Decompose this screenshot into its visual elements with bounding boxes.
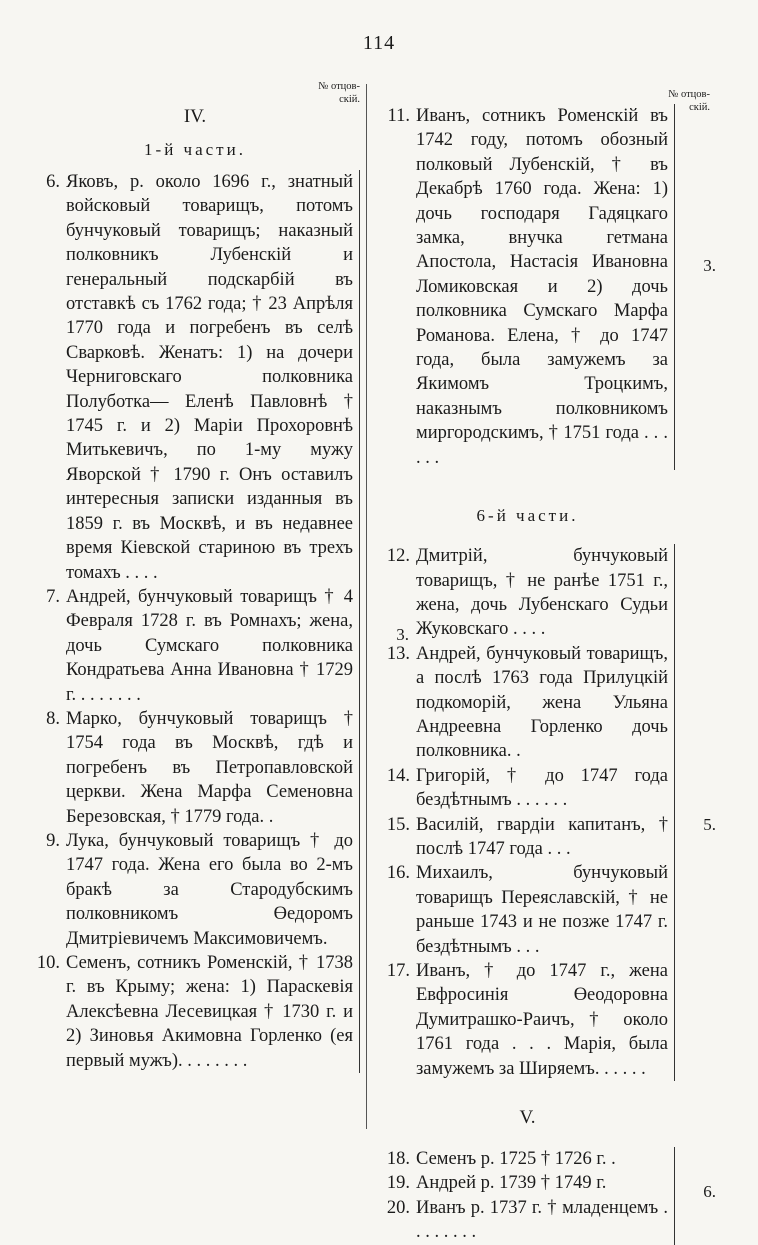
otc-header-text: № отцов- скій. <box>318 81 360 105</box>
entry-number: 17. <box>386 961 410 981</box>
entry <box>380 642 675 764</box>
entry-text: Яковъ, р. около 1696 г., знатный войсковый товарищъ, потомъ бунчуковый товарищъ; наказный полковникъ Лубенскій и генеральный подскарбій въ отставкѣ съ 1762 года; † 23 Апрѣля 1770 года и погребенъ въ селѣ Сварковѣ. Женатъ: 1) на дочери Черниговскаго полковника Полуботка— Еленѣ Павловнѣ † 1745 г. и 2) Маріи Прохоровнѣ Митькевичъ, по 1-му мужу Яворской † 1790 г. Онъ оставилъ интересныя записки изданныя въ 1859 г. въ Москвѣ, и въ недавнее время Кіевской стариною въ трехъ томахъ . . . . <box>66 172 353 583</box>
entry-text: Андрей, бунчуковый товарищъ, а послѣ 1763 года Прилуцкій подкоморій, жена Ульяна Андреевна Горленко дочь полковника. . <box>416 643 668 762</box>
entry-text: Лука, бунчуковый товарищъ † до 1747 года. Жена его была во 2-мъ бракѣ за Стародубскимъ полковникомъ Өедоромъ Дмитріевичемъ Максимовичемъ. <box>66 830 353 949</box>
entry <box>30 707 360 829</box>
entry <box>30 170 360 585</box>
entry <box>30 829 360 951</box>
otc-number: 3. <box>396 624 409 644</box>
entry-text: Григорій, † до 1747 года бездѣтнымъ . . . . . . <box>416 765 668 811</box>
entry <box>380 544 675 642</box>
entry-number: 18. <box>386 1149 410 1170</box>
page-number: 114 <box>362 32 396 54</box>
entry-number: 10. <box>36 953 60 973</box>
column-divider <box>366 84 367 1129</box>
entry <box>380 959 675 1081</box>
entry-number: 16. <box>386 863 410 884</box>
entry-number: 12. <box>386 546 410 567</box>
section-title: V. <box>519 1107 536 1129</box>
entry-text: Семенъ, сотникъ Роменскій, † 1738 г. въ Крыму; жена: 1) Параскевія Алексѣевна Лесевицкая † 1730 г. и 2) Зиновья Акимовна Горленко (ея первый мужъ). . . . . . . . <box>66 953 353 1071</box>
entry <box>380 861 675 959</box>
entry-text: Андрей р. 1739 † 1749 г. <box>416 1173 607 1194</box>
entry-text: Иванъ р. 1737 г. † младенцемъ . . . . . . . . <box>416 1197 668 1243</box>
entry-number: 9. <box>46 830 60 851</box>
entry-number: 20. <box>386 1197 410 1218</box>
entry-number: 7. <box>46 586 60 607</box>
entry <box>380 104 716 470</box>
entry-text: Дмитрій, бунчуковый товарищъ, † не ранѣе 1751 г., жена, дочь Лубенскаго Судьи Жуковскаго . . . . <box>416 546 668 640</box>
entry-number: 8. <box>46 708 60 729</box>
otc-number: 6. <box>703 1181 716 1201</box>
entry <box>30 951 360 1073</box>
entry-number: 19. <box>386 1173 410 1194</box>
entry-number: 15. <box>386 814 410 835</box>
entry-number: 13. <box>386 643 410 664</box>
entry-text: Иванъ, † до 1747 г., жена Евфросинія Өеодоровна Думитрашко-Раичъ, † около 1761 года . . . Марія, была замужемъ за Ширяемъ. . . . . . <box>416 961 668 1079</box>
entry-text: Андрей, бунчуковый товарищъ † 4 Февраля 1728 г. въ Ромнахъ; жена, дочь Сумскаго полковника Кондратьева Анна Ивановна † 1729 г. . . . . . . . <box>66 586 353 705</box>
entry <box>380 1147 675 1171</box>
entry-text: Василій, гвардіи капитанъ, † послѣ 1747 года . . . <box>416 814 668 859</box>
part-title: 1-й части. <box>144 140 246 159</box>
entry-number: 14. <box>386 765 410 786</box>
entry <box>380 1171 675 1195</box>
entry-number: 11. <box>387 106 410 126</box>
otc-number: 3. <box>703 256 716 275</box>
entry-text: Марко, бунчуковый товарищъ † 1754 года въ Москвѣ, гдѣ и погребенъ въ Петропавловской церкви. Жена Марфа Семеновна Березовская, † 1779 года. . <box>66 708 353 827</box>
entry-number: 6. <box>46 172 60 192</box>
entry <box>380 764 675 813</box>
entry-text: Семенъ р. 1725 † 1726 г. . <box>416 1149 616 1170</box>
entry <box>380 813 716 862</box>
section-title: IV. <box>183 106 207 127</box>
entry-text: Иванъ, сотникъ Роменскій въ 1742 году, потомъ обозный полковый Лубенскій, † въ Декабрѣ 1760 года. Жена: 1) дочь господаря Гадяцкаго замка, внучка гетмана Апостола, Настасія Ивановна Ломиковская и 2) дочь полковника Сумскаго Марфа Романова. Елена, † до 1747 года, была замужемъ за Якимомъ Троцкимъ, наказнымъ полковникомъ миргородскимъ, † 1751 года . . . . . . <box>416 106 668 468</box>
part-title: 6-й части. <box>476 506 579 526</box>
otc-number: 5. <box>703 814 716 834</box>
otc-header-text: № отцов- скій. <box>668 89 710 113</box>
entry-text: Михаилъ, бунчуковый товарищъ Переяславскій, † не раньше 1743 и не позже 1747 г. бездѣтнымъ . . . <box>416 863 668 957</box>
